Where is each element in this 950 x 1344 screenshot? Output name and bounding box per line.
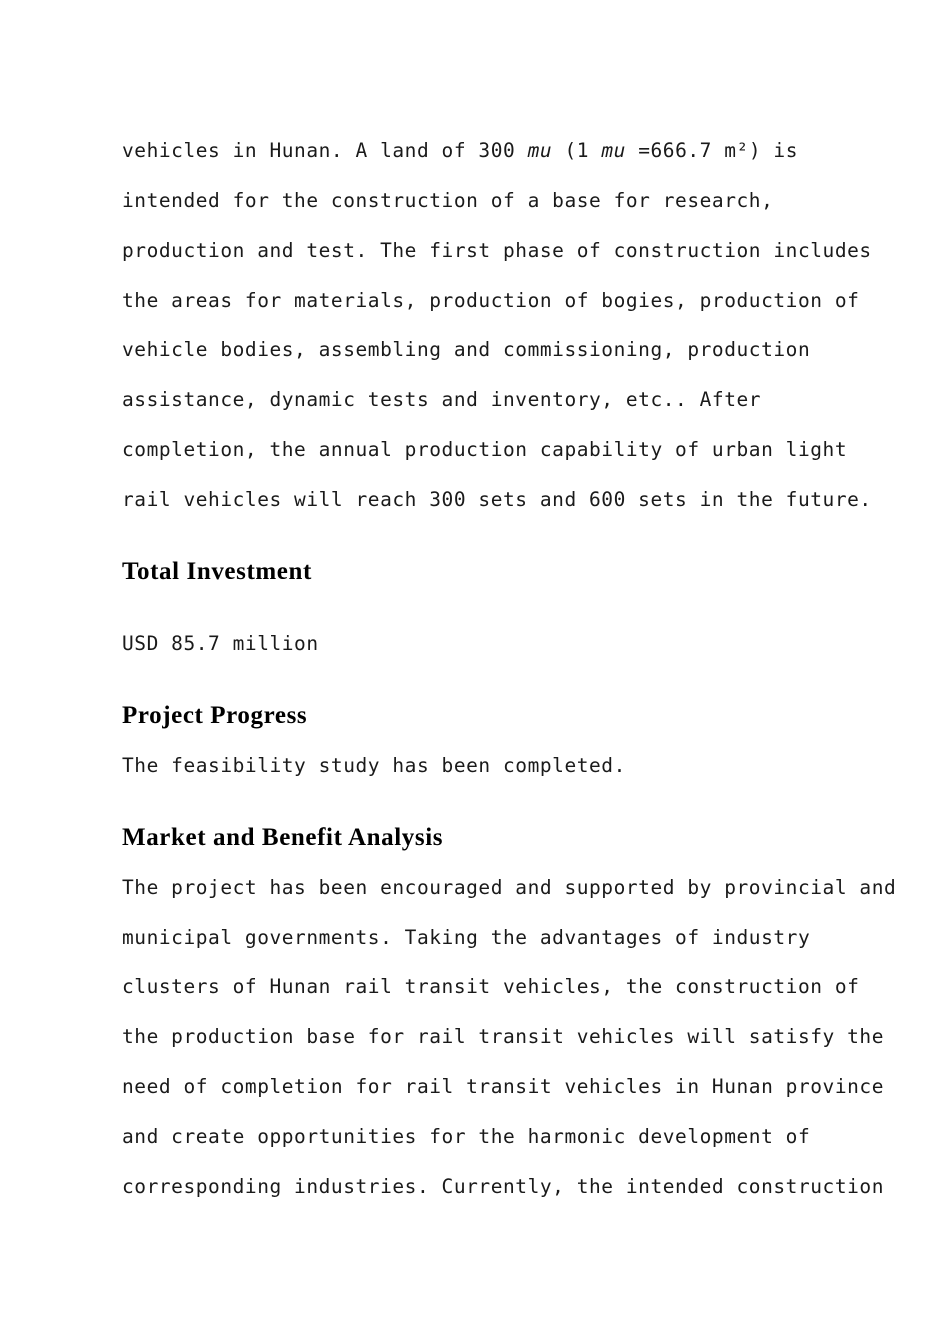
intro-line-1-part-a: vehicles in Hunan. A land of 300 xyxy=(122,139,528,162)
intro-line: completion, the annual production capability of urban light xyxy=(122,438,848,461)
mu-unit: mu xyxy=(601,139,626,162)
market-analysis-line: clusters of Hunan rail transit vehicles, the construction of xyxy=(122,975,860,998)
intro-line-1 xyxy=(122,139,798,163)
total-investment-text: USD 85.7 million xyxy=(122,632,319,655)
intro-line: vehicle bodies, assembling and commissioning, production xyxy=(122,338,811,361)
market-analysis-line: The project has been encouraged and supported by provincial and xyxy=(122,876,897,899)
market-analysis-line: municipal governments. Taking the advantages of industry xyxy=(122,926,811,949)
project-progress-heading: Project Progress xyxy=(122,702,308,729)
intro-line: production and test. The first phase of construction includes xyxy=(122,239,872,262)
intro-line: intended for the construction of a base for research, xyxy=(122,189,774,212)
market-analysis-heading: Market and Benefit Analysis xyxy=(122,824,444,851)
project-progress-text: The feasibility study has been completed. xyxy=(122,754,626,777)
total-investment-heading: Total Investment xyxy=(122,558,312,585)
market-analysis-line: need of completion for rail transit vehicles in Hunan province xyxy=(122,1075,884,1098)
intro-line-1-part-c: =666.7 m²) is xyxy=(625,139,798,162)
intro-line: rail vehicles will reach 300 sets and 600 sets in the future. xyxy=(122,488,872,511)
intro-line: the areas for materials, production of bogies, production of xyxy=(122,289,860,312)
market-analysis-line: and create opportunities for the harmonic development of xyxy=(122,1125,811,1148)
market-analysis-line: the production base for rail transit vehicles will satisfy the xyxy=(122,1025,884,1048)
intro-line: assistance, dynamic tests and inventory, etc.. After xyxy=(122,388,762,411)
intro-line-1-part-b: (1 xyxy=(552,139,602,162)
mu-unit: mu xyxy=(527,139,553,162)
market-analysis-line: corresponding industries. Currently, the intended construction xyxy=(122,1175,884,1198)
